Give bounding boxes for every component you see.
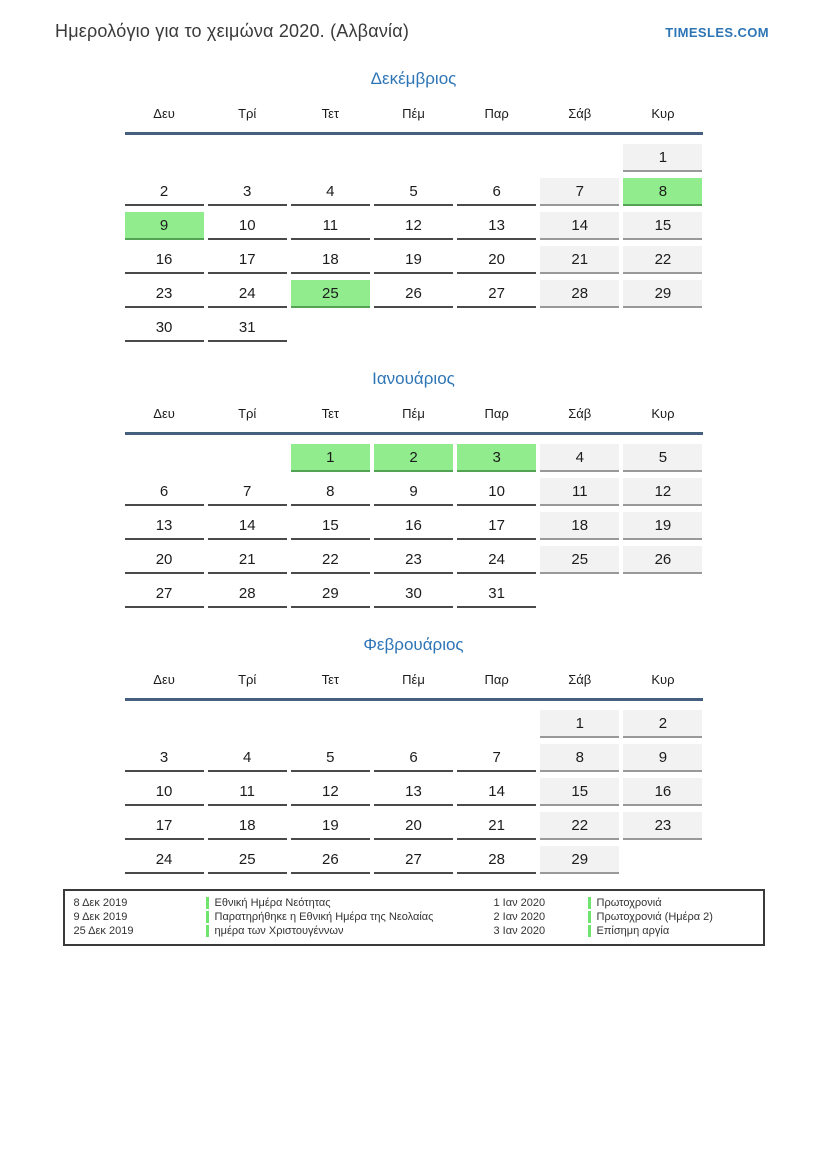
empty-cell (208, 144, 287, 172)
day-cell-14: 14 (208, 512, 287, 540)
header-divider (125, 132, 703, 135)
day-cell-6: 6 (125, 478, 204, 506)
weekday-label: Τετ (321, 406, 340, 421)
legend-date: 25 Δεκ 2019 (73, 925, 134, 937)
weekday-label: Κυρ (651, 106, 675, 121)
legend-text: Εθνική Ημέρα Νεότητας (214, 897, 331, 909)
day-cell-8: 8 (291, 478, 370, 506)
legend-entry (588, 896, 754, 910)
legend-entry (588, 924, 754, 938)
day-cell-6: 6 (457, 178, 536, 206)
day-cell-3: 3 (457, 444, 536, 472)
week-row (125, 478, 703, 506)
day-cell-21: 21 (457, 812, 536, 840)
day-cell-8: 8 (623, 178, 702, 206)
day-cell-1: 1 (623, 144, 702, 172)
week-row (125, 246, 703, 274)
month-section-1 (125, 69, 703, 342)
day-cell-20: 20 (374, 812, 453, 840)
day-cell-19: 19 (291, 812, 370, 840)
weekday-label: Παρ (484, 106, 509, 121)
empty-cell (457, 710, 536, 738)
day-cell-17: 17 (457, 512, 536, 540)
day-cell-27: 27 (125, 580, 204, 608)
day-cell-27: 27 (457, 280, 536, 308)
week-row (125, 710, 703, 738)
day-cell-5: 5 (374, 178, 453, 206)
legend-entry (206, 896, 494, 910)
empty-cell (457, 144, 536, 172)
weekday-label: Κυρ (651, 672, 675, 687)
weekday-label: Πέμ (402, 406, 425, 421)
legend-text: Επίσημη αργία (596, 925, 670, 937)
day-cell-29: 29 (540, 846, 619, 874)
empty-cell (125, 144, 204, 172)
empty-cell (623, 314, 702, 342)
month-title: Φεβρουάριος (363, 635, 464, 654)
day-cell-17: 17 (125, 812, 204, 840)
day-cell-2: 2 (125, 178, 204, 206)
weekday-label: Σάβ (568, 106, 592, 121)
weekday-label: Πέμ (402, 672, 425, 687)
header-divider (125, 432, 703, 435)
day-cell-1: 1 (291, 444, 370, 472)
empty-cell (457, 314, 536, 342)
legend-date: 3 Ιαν 2020 (493, 925, 546, 937)
weekday-label: Τρί (238, 672, 257, 687)
day-cell-5: 5 (623, 444, 702, 472)
legend-text: ημέρα των Χριστουγέννων (214, 925, 344, 937)
header-divider (125, 698, 703, 701)
day-cell-13: 13 (457, 212, 536, 240)
weekday-label: Τρί (238, 406, 257, 421)
day-cell-19: 19 (374, 246, 453, 274)
day-cell-27: 27 (374, 846, 453, 874)
day-cell-11: 11 (540, 478, 619, 506)
weekday-header-row (125, 672, 703, 698)
timesles-logo[interactable]: TIMESLES.COM (665, 25, 769, 40)
week-row (125, 846, 703, 874)
weekday-label: Τετ (321, 672, 340, 687)
day-cell-28: 28 (457, 846, 536, 874)
empty-cell (291, 314, 370, 342)
empty-cell (540, 314, 619, 342)
holiday-marker-icon (206, 897, 209, 909)
holiday-marker-icon (206, 925, 209, 937)
day-cell-25: 25 (540, 546, 619, 574)
day-cell-11: 11 (291, 212, 370, 240)
legend-date: 2 Ιαν 2020 (493, 911, 546, 923)
day-cell-7: 7 (208, 478, 287, 506)
month-title: Δεκέμβριος (370, 69, 457, 88)
day-cell-16: 16 (623, 778, 702, 806)
day-cell-25: 25 (291, 280, 370, 308)
weekday-label: Δευ (153, 406, 175, 421)
day-cell-17: 17 (208, 246, 287, 274)
day-cell-7: 7 (540, 178, 619, 206)
day-cell-14: 14 (540, 212, 619, 240)
day-cell-29: 29 (623, 280, 702, 308)
empty-cell (291, 144, 370, 172)
day-cell-13: 13 (374, 778, 453, 806)
week-row (125, 144, 703, 172)
day-cell-21: 21 (540, 246, 619, 274)
weekday-header-row (125, 106, 703, 132)
day-cell-4: 4 (291, 178, 370, 206)
day-cell-6: 6 (374, 744, 453, 772)
legend-date: 8 Δεκ 2019 (73, 897, 128, 909)
day-cell-11: 11 (208, 778, 287, 806)
empty-cell (623, 580, 702, 608)
day-cell-10: 10 (125, 778, 204, 806)
day-cell-18: 18 (540, 512, 619, 540)
weekday-header-row (125, 406, 703, 432)
day-cell-4: 4 (540, 444, 619, 472)
day-cell-26: 26 (291, 846, 370, 874)
day-cell-31: 31 (457, 580, 536, 608)
day-cell-16: 16 (125, 246, 204, 274)
day-cell-20: 20 (457, 246, 536, 274)
legend-entry (206, 910, 494, 924)
day-cell-10: 10 (457, 478, 536, 506)
legend-text: Πρωτοχρονιά (596, 897, 662, 909)
day-cell-24: 24 (457, 546, 536, 574)
holiday-marker-icon (588, 925, 591, 937)
week-row (125, 212, 703, 240)
day-cell-24: 24 (208, 280, 287, 308)
empty-cell (540, 144, 619, 172)
legend-entry (206, 924, 494, 938)
day-cell-3: 3 (125, 744, 204, 772)
legend-text: Πρωτοχρονιά (Ημέρα 2) (596, 911, 713, 923)
empty-cell (291, 710, 370, 738)
day-cell-2: 2 (623, 710, 702, 738)
months-container (0, 69, 827, 874)
day-cell-22: 22 (540, 812, 619, 840)
empty-cell (374, 314, 453, 342)
day-cell-25: 25 (208, 846, 287, 874)
page-title: Ημερολόγιο για το χειμώνα 2020. (Αλβανία) (55, 21, 410, 41)
day-cell-15: 15 (291, 512, 370, 540)
day-cell-16: 16 (374, 512, 453, 540)
weekday-label: Κυρ (651, 406, 675, 421)
day-cell-5: 5 (291, 744, 370, 772)
day-cell-28: 28 (208, 580, 287, 608)
weekday-label: Δευ (153, 672, 175, 687)
empty-cell (374, 710, 453, 738)
week-row (125, 444, 703, 472)
day-cell-14: 14 (457, 778, 536, 806)
day-cell-18: 18 (208, 812, 287, 840)
day-cell-31: 31 (208, 314, 287, 342)
day-cell-22: 22 (291, 546, 370, 574)
day-cell-28: 28 (540, 280, 619, 308)
empty-cell (208, 444, 287, 472)
day-cell-23: 23 (374, 546, 453, 574)
weekday-label: Παρ (484, 406, 509, 421)
day-cell-4: 4 (208, 744, 287, 772)
day-cell-8: 8 (540, 744, 619, 772)
day-cell-15: 15 (540, 778, 619, 806)
week-row (125, 280, 703, 308)
holiday-marker-icon (206, 911, 209, 923)
empty-cell (623, 846, 702, 874)
weekday-label: Δευ (153, 106, 175, 121)
holiday-marker-icon (588, 911, 591, 923)
legend-date: 1 Ιαν 2020 (493, 897, 546, 909)
day-cell-22: 22 (623, 246, 702, 274)
weekday-label: Σάβ (568, 672, 592, 687)
empty-cell (125, 444, 204, 472)
weekday-label: Τρί (238, 106, 257, 121)
day-cell-30: 30 (374, 580, 453, 608)
day-cell-9: 9 (623, 744, 702, 772)
day-cell-15: 15 (623, 212, 702, 240)
month-title: Ιανουάριος (372, 369, 455, 388)
day-cell-12: 12 (374, 212, 453, 240)
week-row (125, 778, 703, 806)
month-section-2 (125, 369, 703, 608)
week-row (125, 812, 703, 840)
empty-cell (208, 710, 287, 738)
week-row (125, 512, 703, 540)
day-cell-26: 26 (623, 546, 702, 574)
day-cell-23: 23 (623, 812, 702, 840)
weekday-label: Παρ (484, 672, 509, 687)
day-cell-21: 21 (208, 546, 287, 574)
day-cell-26: 26 (374, 280, 453, 308)
week-row (125, 580, 703, 608)
day-cell-18: 18 (291, 246, 370, 274)
month-section-3 (125, 635, 703, 874)
day-cell-24: 24 (125, 846, 204, 874)
day-cell-12: 12 (623, 478, 702, 506)
empty-cell (540, 580, 619, 608)
empty-cell (125, 710, 204, 738)
day-cell-20: 20 (125, 546, 204, 574)
day-cell-29: 29 (291, 580, 370, 608)
weekday-label: Πέμ (402, 106, 425, 121)
day-cell-10: 10 (208, 212, 287, 240)
top-bar (0, 0, 827, 42)
week-row (125, 314, 703, 342)
day-cell-1: 1 (540, 710, 619, 738)
week-row (125, 546, 703, 574)
day-cell-23: 23 (125, 280, 204, 308)
day-cell-19: 19 (623, 512, 702, 540)
day-cell-3: 3 (208, 178, 287, 206)
day-cell-2: 2 (374, 444, 453, 472)
holiday-marker-icon (588, 897, 591, 909)
day-cell-9: 9 (125, 212, 204, 240)
week-row (125, 744, 703, 772)
legend-box (63, 889, 765, 946)
day-cell-13: 13 (125, 512, 204, 540)
weekday-label: Τετ (321, 106, 340, 121)
day-cell-7: 7 (457, 744, 536, 772)
day-cell-30: 30 (125, 314, 204, 342)
day-cell-9: 9 (374, 478, 453, 506)
empty-cell (374, 144, 453, 172)
week-row (125, 178, 703, 206)
day-cell-12: 12 (291, 778, 370, 806)
legend-text: Παρατηρήθηκε η Εθνική Ημέρα της Νεολαίας (214, 911, 434, 923)
legend-entry (588, 910, 754, 924)
legend-date: 9 Δεκ 2019 (73, 911, 128, 923)
weekday-label: Σάβ (568, 406, 592, 421)
